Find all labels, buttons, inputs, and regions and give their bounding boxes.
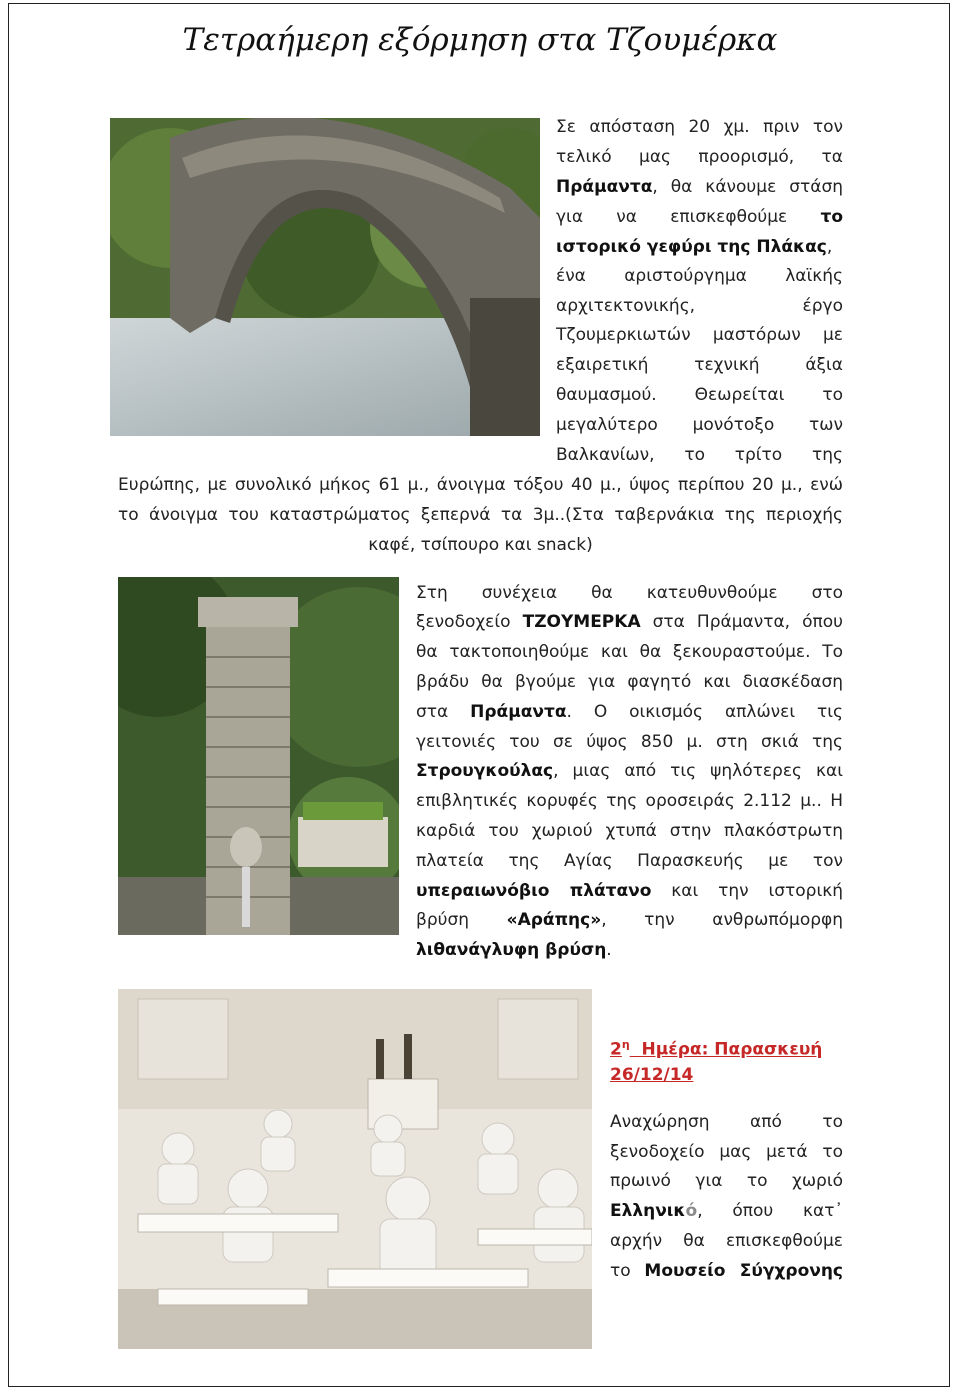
s2-line: πλατεία της Αγίας Παρασκευής με τον (416, 851, 843, 871)
s2-line: υπεραιωνόβιο πλάτανο και την ιστορική (416, 881, 843, 901)
s3-line: Αναχώρηση από το (610, 1112, 843, 1132)
s3-line: πρωινό για το χωριό (610, 1171, 843, 1191)
day2-date: 26/12/14 (610, 1065, 694, 1085)
s3-line: Ελληνικό, όπου κατ᾽ (610, 1201, 843, 1221)
day2-heading: $2^\eta$ Ημέρα: Παρασκευή (610, 1038, 823, 1060)
s2-line: επιβλητικές κορυφές της οροσειράς 2.112 μ.. Η (416, 791, 843, 811)
bridge-photo (110, 118, 540, 436)
s2-line: βράδυ θα βγούμε για φαγητό και διασκέδαση (416, 672, 843, 692)
s3-line: το Μουσείο Σύγχρονης (610, 1261, 844, 1281)
s1-line: για να επισκεφθούμε το (556, 207, 844, 227)
s1-line: εξαιρετική τεχνική άξια (556, 355, 843, 375)
s2-line: στα Πράμαντα. Ο οικισμός απλώνει τις (416, 702, 843, 722)
museum-photo (118, 989, 592, 1349)
fountain-photo (118, 577, 399, 935)
s3-line: αρχήν θα επισκεφθούμε (610, 1231, 843, 1251)
s2-line: Στη συνέχεια θα κατευθυνθούμε στο (416, 583, 843, 603)
s1-line: Τζουμερκιωτών μαστόρων με (556, 325, 843, 345)
s1-line: Ευρώπης, με συνολικό μήκος 61 μ., άνοιγμα τόξου 40 μ., ύψος περίπου 20 μ., ενώ (118, 475, 843, 495)
s1-line: τελικό μας προορισμό, τα (556, 147, 843, 167)
s2-line: ξενοδοχείο ΤΖΟΥΜΕΡΚΑ στα Πράμαντα, όπου (416, 612, 843, 632)
s1-line: το άνοιγμα του καταστρώματος ξεπερνά τα 3μ..(Στα ταβερνάκια της περιοχής (118, 505, 843, 525)
s1-line: αρχιτεκτονικής, έργο (556, 296, 843, 316)
s3-line: ξενοδοχείο μας μετά το (610, 1142, 843, 1162)
s2-line: λιθανάγλυφη βρύση. (416, 940, 612, 960)
s1-line: ένα αριστούργημα λαϊκής (556, 266, 843, 286)
s2-line: θα τακτοποιηθούμε και θα ξεκουραστούμε. Το (416, 642, 843, 662)
s1-line: Πράμαντα, θα κάνουμε στάση (556, 177, 843, 197)
s2-line: καρδιά του χωριού χτυπά στην πλακόστρωτη (416, 821, 843, 841)
s1-line: ιστορικό γεφύρι της Πλάκας, (556, 237, 833, 257)
s1-line: μεγαλύτερο μονότοξο των (556, 415, 843, 435)
s1-line: θαυμασμού. Θεωρείται το (556, 385, 843, 405)
s1-line: Σε απόσταση 20 χμ. πριν τον (556, 117, 843, 137)
s1-line: Βαλκανίων, το τρίτο της (556, 445, 843, 465)
s1-line: καφέ, τσίπουρο και snack) (368, 535, 593, 555)
s2-line: βρύση «Αράπης», την ανθρωπόμορφη (416, 910, 843, 930)
s2-line: Στρουγκούλας, μιας από τις ψηλότερες και (416, 761, 843, 781)
page-title: Τετραήμερη εξόρμηση στα Τζουμέρκα (182, 22, 778, 58)
s2-line: γειτονιές του σε ύψος 850 μ. στη σκιά της (416, 732, 843, 752)
